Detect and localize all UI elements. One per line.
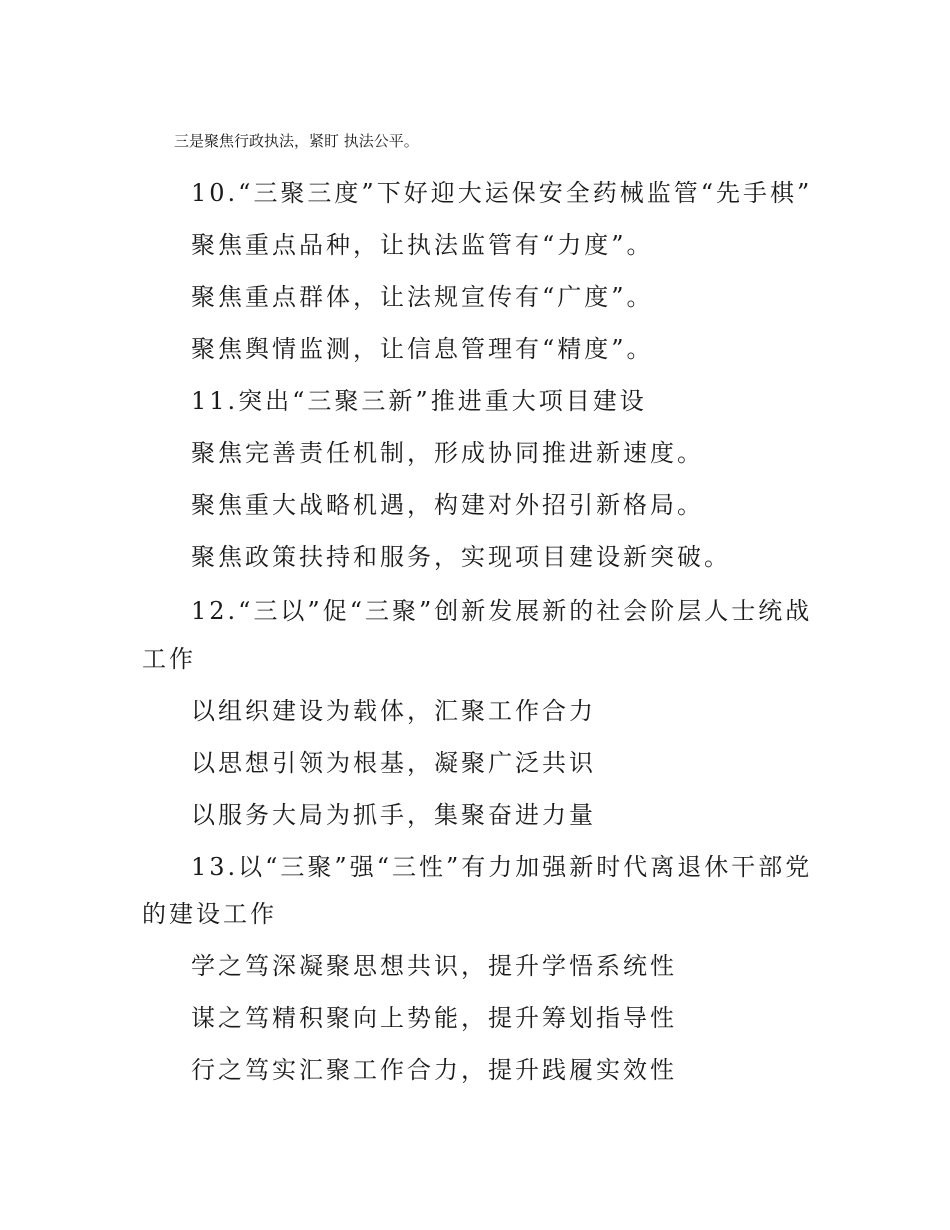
section-13-item: 行之笃实汇聚工作合力，提升践履实效性 [191, 1056, 677, 1084]
section-12-heading: 12.“三以”促“三聚”创新发展新的社会阶层人士统战 [191, 597, 813, 625]
section-12-heading-continuation: 工作 [142, 645, 196, 673]
section-12-item: 以组织建设为载体，汇聚工作合力 [191, 697, 596, 725]
section-13-item: 学之笃深凝聚思想共识，提升学悟系统性 [191, 952, 677, 980]
section-12-item: 以服务大局为抓手，集聚奋进力量 [191, 801, 596, 829]
section-11-heading: 11.突出“三聚三新”推进重大项目建设 [191, 387, 647, 415]
section-10-item: 聚焦重点群体，让法规宣传有“广度”。 [191, 283, 654, 311]
section-10-heading: 10.“三聚三度”下好迎大运保安全药械监管“先手棋” [191, 179, 813, 207]
note-text: 三是聚焦行政执法，紧盯 执法公平。 [174, 132, 419, 150]
section-11-item: 聚焦政策扶持和服务，实现项目建设新突破。 [191, 543, 731, 571]
section-13-item: 谋之笃精积聚向上势能，提升筹划指导性 [191, 1004, 677, 1032]
section-10-item: 聚焦重点品种，让执法监管有“力度”。 [191, 231, 654, 259]
section-10-item: 聚焦舆情监测，让信息管理有“精度”。 [191, 335, 654, 363]
section-13-heading-continuation: 的建设工作 [142, 900, 277, 928]
section-12-item: 以思想引领为根基，凝聚广泛共识 [191, 749, 596, 777]
section-11-item: 聚焦完善责任机制，形成协同推进新速度。 [191, 439, 704, 467]
section-13-heading: 13.以“三聚”强“三性”有力加强新时代离退休干部党 [191, 853, 813, 881]
section-11-item: 聚焦重大战略机遇，构建对外招引新格局。 [191, 491, 704, 519]
